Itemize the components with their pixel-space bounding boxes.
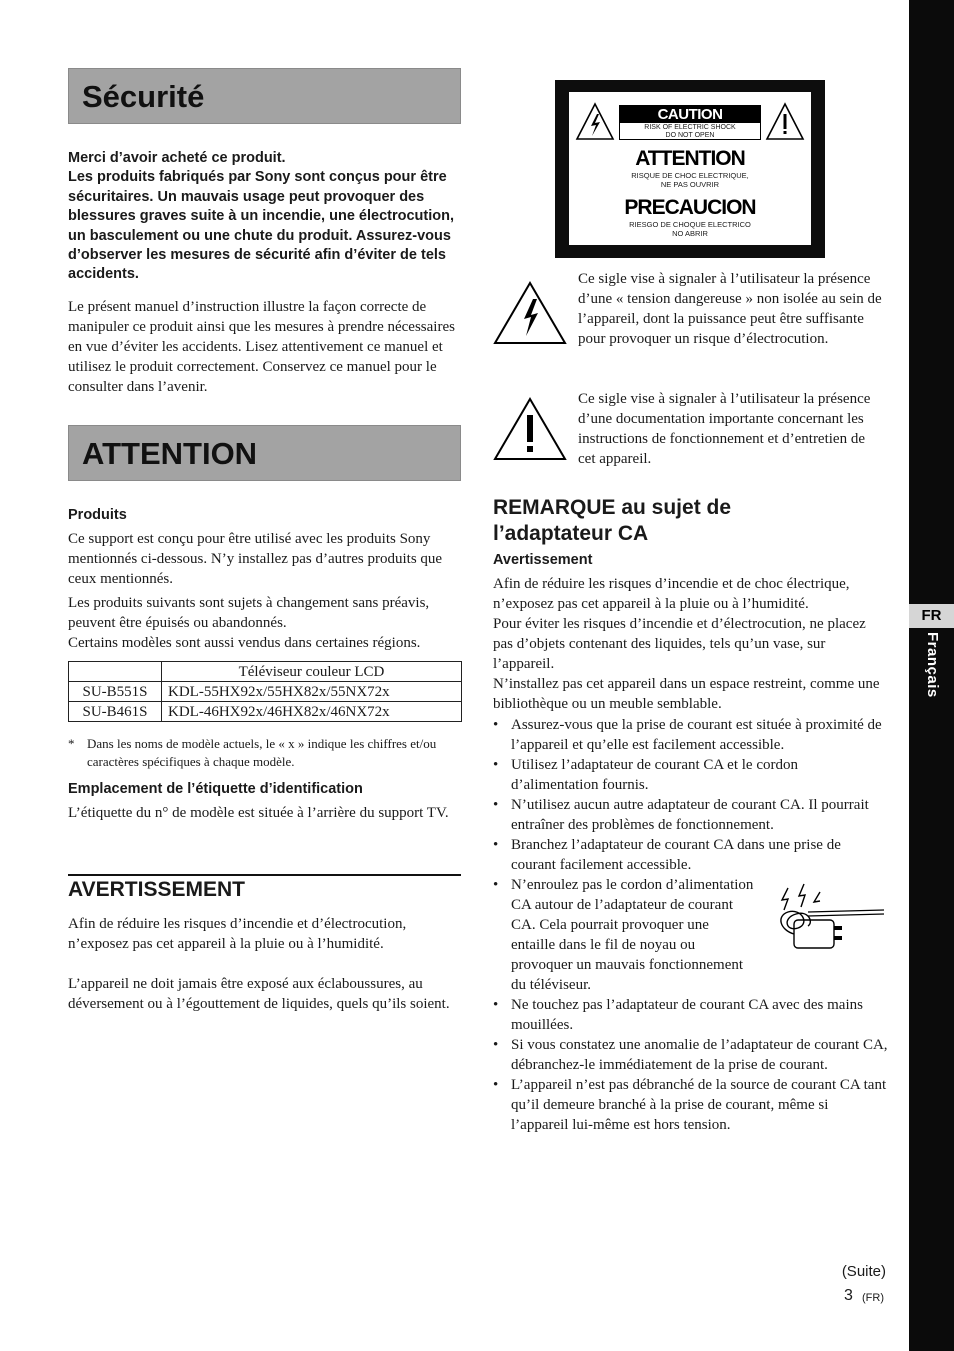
attention-banner bbox=[68, 425, 461, 481]
caution-banner bbox=[619, 105, 761, 140]
precaucion-subtext: RIESGO DE CHOQUE ELECTRICO NO ABRIR bbox=[629, 220, 751, 238]
securite-banner bbox=[68, 68, 461, 124]
list-item: • Assurez-vous que la prise de courant est située à proximité de l’appareil et qu’elle est facilement accessible. bbox=[493, 715, 888, 755]
list-item: • L’appareil n’est pas débranché de la source de courant CA tant qu’il demeure branché à la prise de courant, même si l’appareil lui-même est hors tension. bbox=[493, 1075, 888, 1135]
precaucion-word: PRECAUCION bbox=[624, 196, 756, 219]
securite-body: Le présent manuel d’instruction illustre la façon correcte de manipuler ce produit ainsi que les mesures à prendre nécessaires en vue d’éviter les accidents. Lisez attentivement ce manuel et utilisez le produit correctement. Conservez ce manuel pour le consulter dans l’avenir. bbox=[68, 299, 455, 395]
models-table bbox=[68, 661, 462, 722]
language-label: Français bbox=[924, 632, 941, 698]
footnote-mark: * bbox=[68, 736, 75, 751]
avertissement-paragraph-1: Afin de réduire les risques d’incendie et d’électrocution, n’exposez pas cet appareil à la pluie ou à l’humidité. bbox=[68, 916, 407, 952]
produits-paragraph-1: Ce support est conçu pour être utilisé avec les produits Sony mentionnés ci-dessous. N’y installez pas d’autres produits que ceux mentionnés. bbox=[68, 531, 443, 587]
caution-label bbox=[555, 80, 825, 258]
avertissement-title: AVERTISSEMENT bbox=[68, 878, 245, 901]
page-number: 3 bbox=[844, 1287, 853, 1304]
table-cell: SU-B461S bbox=[69, 702, 162, 722]
table-row bbox=[69, 682, 462, 702]
table-row bbox=[69, 662, 462, 682]
avertissement-rule bbox=[68, 874, 461, 876]
avertissement-paragraph-2: L’appareil ne doit jamais être exposé aux éclaboussures, au déversement ou à l’égouttement de liquides, quels qu’ils soient. bbox=[68, 976, 450, 1012]
attention-title: ATTENTION bbox=[82, 436, 258, 471]
page-number-suffix: (FR) bbox=[862, 1292, 884, 1304]
securite-title: Sécurité bbox=[82, 79, 205, 114]
securite-intro: Merci d’avoir acheté ce produit. Les produits fabriqués par Sony sont conçus pour être sécuritaires. Un mauvais usage peut provoquer des blessures graves suite à un incendie, une électrocution, un basculement ou une chute du produit. Assurez-vous d’observer les mesures de sécurité afin d’éviter de tels accidents. bbox=[68, 150, 454, 283]
attention-subtext: RISQUE DE CHOC ELECTRIQUE, NE PAS OUVRIR bbox=[631, 171, 749, 189]
remarque-paragraph: Afin de réduire les risques d’incendie et de choc électrique, n’exposez pas cet appareil à la pluie ou à l’humidité. Pour éviter les risques d’incendie et d’électrocution, ne placez pas d’objets contenant des liquides, tels qu’un vase, sur l’appareil. N’installez pas cet appareil dans un espace restreint, comme une bibliothèque ou un meuble semblable. bbox=[493, 576, 880, 712]
table-cell: KDL-55HX92x/55HX82x/55NX72x bbox=[162, 682, 462, 702]
list-item: • Utilisez l’adaptateur de courant CA et le cordon d’alimentation fournis. bbox=[493, 755, 888, 795]
exclamation-symbol-text: Ce sigle vise à signaler à l’utilisateur la présence d’une documentation importante concernant les instructions de fonctionnement et d’entretien de cet appareil. bbox=[578, 391, 871, 467]
list-item: • N’utilisez aucun autre adaptateur de courant CA. Il pourrait entraîner des problèmes de fonctionnement. bbox=[493, 795, 888, 835]
continued-label: (Suite) bbox=[841, 1263, 886, 1280]
coiled-cord-illustration-icon bbox=[768, 880, 886, 952]
remarque-title: REMARQUE au sujet de l’adaptateur CA bbox=[493, 496, 732, 545]
caution-label-inner bbox=[569, 92, 811, 245]
table-header-cell: Téléviseur couleur LCD bbox=[162, 662, 462, 682]
caution-subtext: RISK OF ELECTRIC SHOCK DO NOT OPEN bbox=[644, 124, 736, 139]
list-item: • Branchez l’adaptateur de courant CA dans une prise de courant facilement accessible. bbox=[493, 835, 888, 875]
lightning-triangle-icon bbox=[575, 102, 615, 142]
table-cell: KDL-46HX92x/46HX82x/46NX72x bbox=[162, 702, 462, 722]
exclamation-triangle-icon bbox=[765, 102, 805, 142]
caution-word: CAUTION bbox=[620, 106, 760, 123]
footnote: Dans les noms de modèle actuels, le « x » indique les chiffres et/ou caractères spécifiques à chaque modèle. bbox=[87, 736, 437, 769]
label-location-text: L’étiquette du n° de modèle est située à l’arrière du support TV. bbox=[68, 805, 449, 821]
list-item: • Si vous constatez une anomalie de l’adaptateur de courant CA, débranchez-le immédiatement de la prise de courant. bbox=[493, 1035, 888, 1075]
label-location-heading: Emplacement de l’étiquette d’identification bbox=[68, 781, 363, 797]
list-item: • Ne touchez pas l’adaptateur de courant CA avec des mains mouillées. bbox=[493, 995, 888, 1035]
table-header-cell bbox=[69, 662, 162, 682]
language-code-badge: FR bbox=[909, 604, 954, 628]
lightning-warning-icon bbox=[493, 281, 567, 345]
attention-word: ATTENTION bbox=[635, 147, 745, 170]
table-row bbox=[69, 702, 462, 722]
list-item: • N’enroulez pas le cordon d’alimentation CA autour de l’adaptateur de courant CA. Cela pourrait provoquer une entaille dans le fil de noyau ou provoquer un mauvais fonctionnement du téléviseur. bbox=[493, 875, 756, 995]
table-cell: SU-B551S bbox=[69, 682, 162, 702]
produits-heading: Produits bbox=[68, 507, 127, 523]
produits-paragraph-2: Les produits suivants sont sujets à changement sans préavis, peuvent être épuisés ou abandonnés. Certains modèles sont aussi vendus dans certaines régions. bbox=[68, 595, 430, 651]
remarque-subheading: Avertissement bbox=[493, 552, 593, 568]
lightning-symbol-text: Ce sigle vise à signaler à l’utilisateur la présence d’une « tension dangereuse » non isolée au sein de l’appareil, dont la puissance peut être suffisante pour provoquer un risque d’électrocution. bbox=[578, 271, 882, 347]
exclamation-warning-icon bbox=[493, 397, 567, 461]
